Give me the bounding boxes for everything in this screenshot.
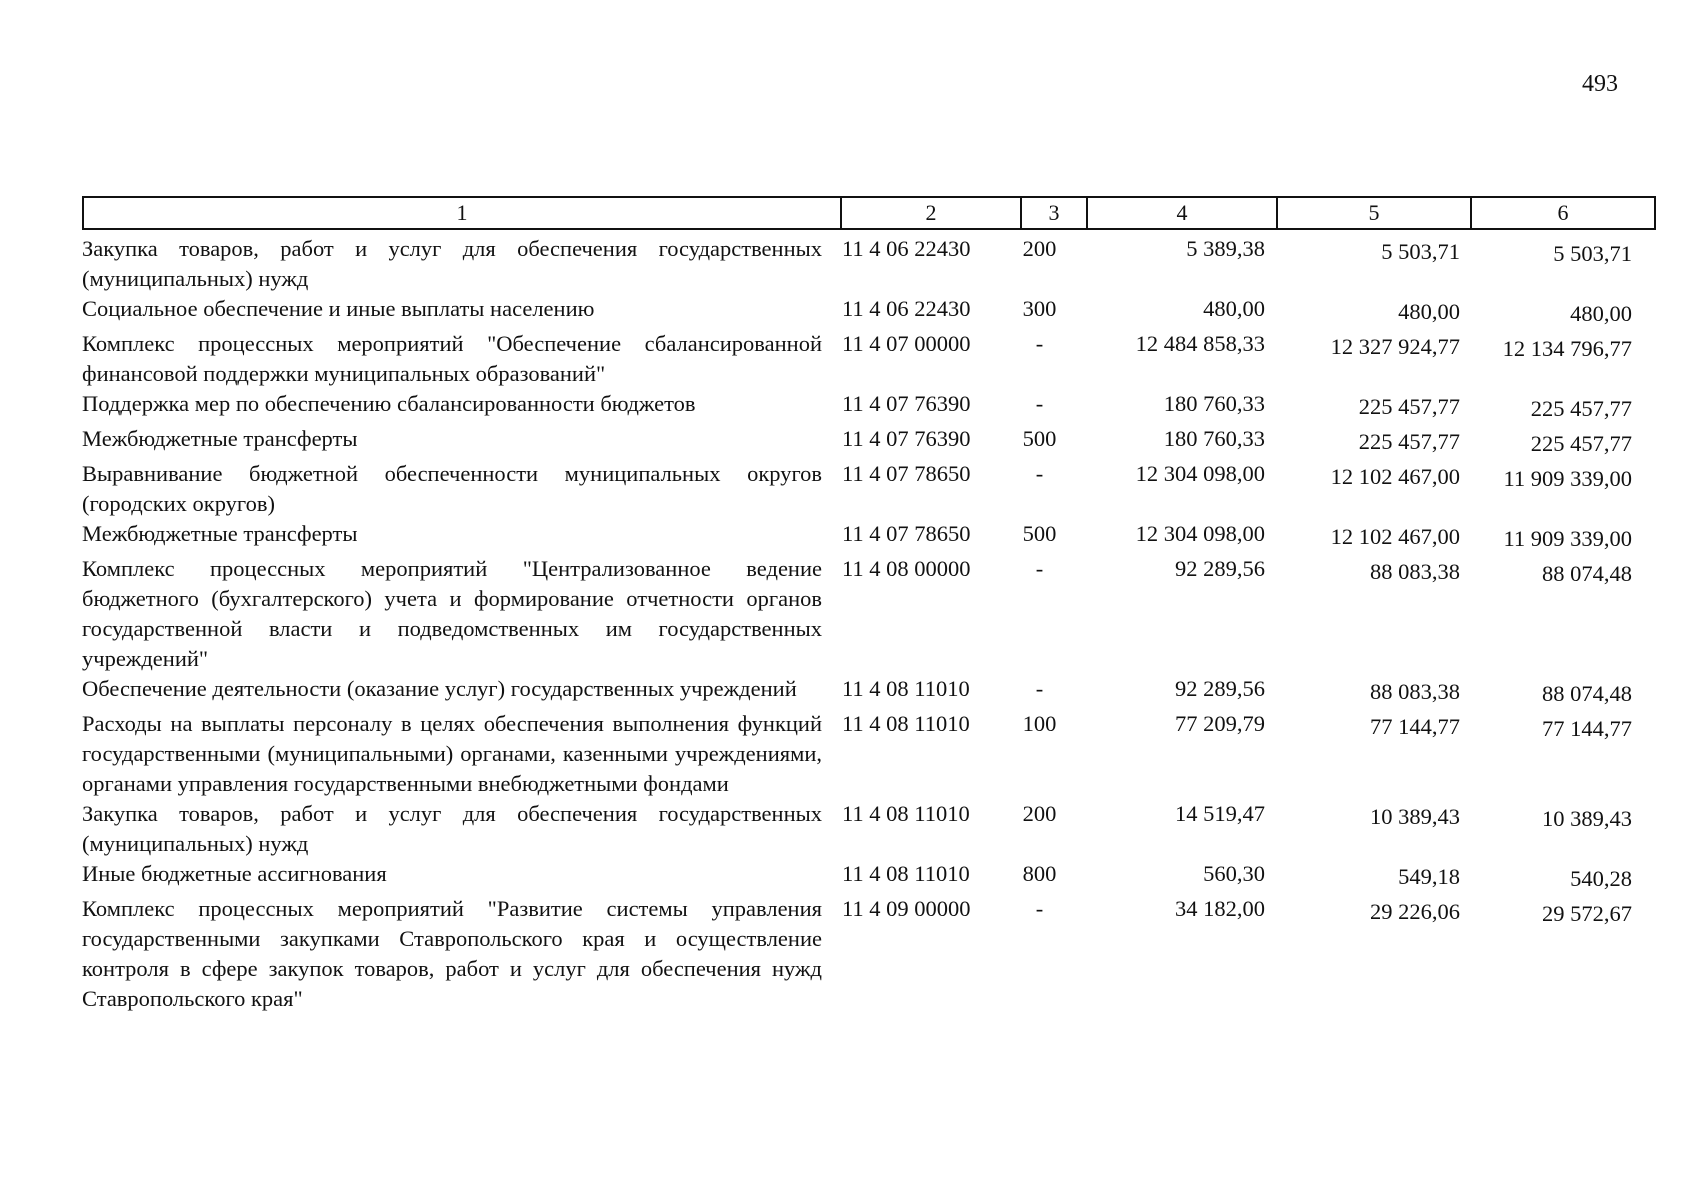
row-value-col4: 180 760,33 — [1163, 391, 1265, 416]
row-value-col4: 5 389,38 — [1186, 236, 1265, 261]
row-value-col6: 88 074,48 — [1542, 681, 1632, 706]
row-code: 11 4 06 22430 — [842, 296, 971, 321]
row-value-col6: 88 074,48 — [1542, 561, 1632, 586]
table-header — [82, 196, 1656, 230]
row-type: - — [1035, 391, 1044, 416]
header-col-2: 2 — [840, 196, 1022, 230]
row-type: - — [1035, 331, 1044, 356]
row-type: 500 — [1022, 521, 1057, 546]
row-value-col5: 88 083,38 — [1370, 679, 1460, 704]
header-col-4: 4 — [1086, 196, 1278, 230]
header-col-3: 3 — [1020, 196, 1088, 230]
row-value-col4: 12 484 858,33 — [1135, 331, 1265, 356]
table-row — [82, 389, 1654, 424]
row-value-col5: 225 457,77 — [1358, 394, 1460, 419]
row-code: 11 4 07 00000 — [842, 331, 971, 356]
header-col-5: 5 — [1276, 196, 1472, 230]
row-name: Иные бюджетные ассигнования — [82, 861, 387, 886]
row-type: - — [1035, 556, 1044, 581]
row-value-col5: 77 144,77 — [1370, 714, 1460, 739]
row-code: 11 4 07 76390 — [842, 391, 971, 416]
row-value-col5: 10 389,43 — [1370, 804, 1460, 829]
table-body — [82, 234, 1654, 1014]
row-name: Поддержка мер по обеспечению сбалансированности бюджетов — [82, 391, 696, 416]
row-value-col4: 12 304 098,00 — [1135, 521, 1265, 546]
row-value-col6: 29 572,67 — [1542, 901, 1632, 926]
row-value-col6: 12 134 796,77 — [1502, 336, 1632, 361]
table-row — [82, 519, 1654, 554]
table-row — [82, 424, 1654, 459]
row-value-col6: 77 144,77 — [1542, 716, 1632, 741]
row-name: Межбюджетные трансферты — [82, 521, 358, 546]
row-value-col6: 11 909 339,00 — [1503, 466, 1632, 491]
row-value-col6: 540,28 — [1570, 866, 1632, 891]
row-code: 11 4 09 00000 — [842, 896, 971, 921]
row-value-col6: 5 503,71 — [1553, 241, 1632, 266]
row-value-col6: 225 457,77 — [1530, 431, 1632, 456]
row-value-col5: 12 102 467,00 — [1330, 464, 1460, 489]
row-value-col4: 480,00 — [1203, 296, 1265, 321]
row-type: 300 — [1022, 296, 1057, 321]
row-name: Выравнивание бюджетной обеспеченности муниципальных округов (городских округов) — [82, 461, 822, 516]
row-code: 11 4 08 11010 — [842, 711, 970, 736]
row-value-col5: 225 457,77 — [1358, 429, 1460, 454]
row-type: 800 — [1022, 861, 1057, 886]
row-code: 11 4 08 11010 — [842, 676, 970, 701]
row-name: Комплекс процессных мероприятий "Централизованное ведение бюджетного (бухгалтерского) учета и формирование отчетности органов государственной власти и подведомственных им государственных учреждений" — [82, 556, 822, 671]
row-value-col4: 34 182,00 — [1175, 896, 1265, 921]
row-value-col6: 11 909 339,00 — [1503, 526, 1632, 551]
table-row — [82, 859, 1654, 894]
row-value-col4: 560,30 — [1203, 861, 1265, 886]
row-value-col5: 549,18 — [1398, 864, 1460, 889]
table-row — [82, 894, 1654, 1014]
table-row — [82, 554, 1654, 674]
row-value-col4: 92 289,56 — [1175, 556, 1265, 581]
row-value-col5: 5 503,71 — [1381, 239, 1460, 264]
row-name: Комплекс процессных мероприятий "Развитие системы управления государственными закупками Ставропольского края и осуществление контроля в сфере закупок товаров, работ и услуг для обеспечения нужд Ставропольского края" — [82, 896, 822, 1011]
row-name: Обеспечение деятельности (оказание услуг) государственных учреждений — [82, 676, 797, 701]
table-row — [82, 799, 1654, 859]
row-code: 11 4 06 22430 — [842, 236, 971, 261]
row-type: - — [1035, 676, 1044, 701]
row-type: 200 — [1022, 236, 1057, 261]
header-col-1: 1 — [82, 196, 842, 230]
row-type: 500 — [1022, 426, 1057, 451]
table-row — [82, 674, 1654, 709]
row-value-col4: 92 289,56 — [1175, 676, 1265, 701]
row-value-col4: 12 304 098,00 — [1135, 461, 1265, 486]
table-row — [82, 459, 1654, 519]
row-value-col5: 12 102 467,00 — [1330, 524, 1460, 549]
row-name: Закупка товаров, работ и услуг для обеспечения государственных (муниципальных) нужд — [82, 801, 822, 856]
row-value-col5: 29 226,06 — [1370, 899, 1460, 924]
table-row — [82, 709, 1654, 799]
row-type: - — [1035, 896, 1044, 921]
table-row — [82, 294, 1654, 329]
row-value-col4: 77 209,79 — [1175, 711, 1265, 736]
row-value-col5: 12 327 924,77 — [1330, 334, 1460, 359]
row-code: 11 4 07 76390 — [842, 426, 971, 451]
row-name: Социальное обеспечение и иные выплаты населению — [82, 296, 595, 321]
row-value-col4: 180 760,33 — [1163, 426, 1265, 451]
row-name: Межбюджетные трансферты — [82, 426, 358, 451]
row-name: Расходы на выплаты персоналу в целях обеспечения выполнения функций государственными (муниципальными) органами, казенными учреждениями, органами управления государственными внебюджетными фондами — [82, 711, 822, 796]
table-row — [82, 329, 1654, 389]
row-name: Комплекс процессных мероприятий "Обеспечение сбалансированной финансовой поддержки муниципальных образований" — [82, 331, 822, 386]
page-number: 493 — [1582, 71, 1618, 97]
row-value-col6: 225 457,77 — [1530, 396, 1632, 421]
row-code: 11 4 08 00000 — [842, 556, 971, 581]
row-type: 100 — [1022, 711, 1057, 736]
row-value-col6: 480,00 — [1570, 301, 1632, 326]
table-row — [82, 234, 1654, 294]
row-value-col5: 88 083,38 — [1370, 559, 1460, 584]
header-col-6: 6 — [1470, 196, 1656, 230]
row-code: 11 4 07 78650 — [842, 461, 971, 486]
row-name: Закупка товаров, работ и услуг для обеспечения государственных (муниципальных) нужд — [82, 236, 822, 291]
row-code: 11 4 08 11010 — [842, 861, 970, 886]
row-value-col4: 14 519,47 — [1175, 801, 1265, 826]
row-code: 11 4 08 11010 — [842, 801, 970, 826]
row-value-col6: 10 389,43 — [1542, 806, 1632, 831]
row-code: 11 4 07 78650 — [842, 521, 971, 546]
row-type: - — [1035, 461, 1044, 486]
row-value-col5: 480,00 — [1398, 299, 1460, 324]
row-type: 200 — [1022, 801, 1057, 826]
